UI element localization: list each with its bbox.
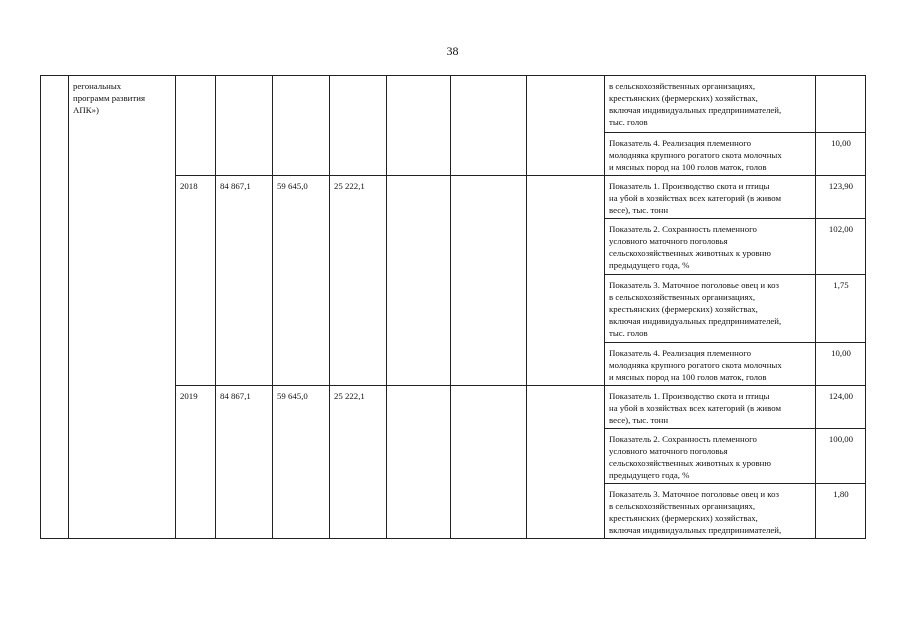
indicator-line: молодняка крупного рогатого скота молочных bbox=[609, 360, 782, 370]
indicator-line: тыс. голов bbox=[609, 328, 648, 338]
indicator-line: молодняка крупного рогатого скота молочных bbox=[609, 150, 782, 160]
indicator-value-cell: 123,90 bbox=[816, 176, 866, 219]
value-cell: 84 867,1 bbox=[216, 386, 273, 539]
indicator-value-cell: 10,00 bbox=[816, 343, 866, 386]
indicator-cell bbox=[605, 219, 816, 275]
row-number-cell bbox=[41, 76, 69, 539]
indicator-line: в сельскохозяйственных организациях, bbox=[609, 292, 756, 302]
indicator-line: в сельскохозяйственных организациях, bbox=[609, 81, 756, 91]
program-name-line: регональных bbox=[73, 81, 122, 91]
value-cell: 25 222,1 bbox=[330, 176, 387, 386]
indicator-cell bbox=[605, 133, 816, 176]
indicator-value-cell: 124,00 bbox=[816, 386, 866, 429]
indicator-value-cell bbox=[816, 76, 866, 133]
indicator-value-cell: 102,00 bbox=[816, 219, 866, 275]
value-cell bbox=[387, 176, 451, 386]
indicator-line: крестьянских (фермерских) хозяйствах, bbox=[609, 513, 758, 523]
value-cell bbox=[451, 176, 527, 386]
indicator-line: Показатель 2. Сохранность племенного bbox=[609, 224, 757, 234]
indicator-line: сельскохозяйственных животных к уровню bbox=[609, 458, 771, 468]
indicator-line: на убой в хозяйствах всех категорий (в живом bbox=[609, 403, 782, 413]
program-name-line: АПК») bbox=[73, 105, 99, 115]
value-cell bbox=[527, 76, 605, 176]
value-cell: 25 222,1 bbox=[330, 386, 387, 539]
indicator-cell bbox=[605, 343, 816, 386]
value-cell bbox=[387, 76, 451, 176]
table-row bbox=[41, 76, 866, 133]
indicator-cell bbox=[605, 386, 816, 429]
indicator-line: Показатель 2. Сохранность племенного bbox=[609, 434, 757, 444]
year-cell bbox=[176, 76, 216, 176]
value-cell bbox=[330, 76, 387, 176]
value-cell: 59 645,0 bbox=[273, 386, 330, 539]
value-cell: 84 867,1 bbox=[216, 176, 273, 386]
indicator-line: весе), тыс. тонн bbox=[609, 415, 669, 425]
indicator-line: сельскохозяйственных животных к уровню bbox=[609, 248, 771, 258]
value-cell bbox=[527, 176, 605, 386]
value-cell bbox=[451, 76, 527, 176]
indicator-line: условного маточного поголовья bbox=[609, 446, 728, 456]
indicator-cell bbox=[605, 275, 816, 343]
indicator-cell bbox=[605, 176, 816, 219]
page-number: 38 bbox=[446, 44, 459, 58]
program-name-line: программ развития bbox=[73, 93, 145, 103]
indicator-line: тыс. голов bbox=[609, 117, 648, 127]
value-cell: 59 645,0 bbox=[273, 176, 330, 386]
indicator-line: крестьянских (фермерских) хозяйствах, bbox=[609, 304, 758, 314]
value-cell bbox=[387, 386, 451, 539]
indicator-cell bbox=[605, 76, 816, 133]
indicator-line: включая индивидуальных предпринимателей, bbox=[609, 316, 782, 326]
indicator-line: Показатель 4. Реализация племенного bbox=[609, 348, 752, 358]
program-indicators-table bbox=[40, 75, 866, 539]
indicator-line: включая индивидуальных предпринимателей, bbox=[609, 105, 782, 115]
indicator-line: включая индивидуальных предпринимателей, bbox=[609, 525, 782, 535]
year-cell: 2018 bbox=[176, 176, 216, 386]
value-cell bbox=[451, 386, 527, 539]
indicator-line: и мясных пород на 100 голов маток, голов bbox=[609, 372, 767, 382]
value-cell bbox=[527, 386, 605, 539]
indicator-line: Показатель 3. Маточное поголовье овец и коз bbox=[609, 489, 779, 499]
indicator-value-cell: 100,00 bbox=[816, 429, 866, 484]
indicator-line: и мясных пород на 100 голов маток, голов bbox=[609, 162, 767, 172]
indicator-cell bbox=[605, 429, 816, 484]
value-cell bbox=[216, 76, 273, 176]
indicator-line: Показатель 3. Маточное поголовье овец и коз bbox=[609, 280, 779, 290]
indicator-line: Показатель 4. Реализация племенного bbox=[609, 138, 752, 148]
indicator-line: крестьянских (фермерских) хозяйствах, bbox=[609, 93, 758, 103]
program-name-cell bbox=[69, 76, 176, 539]
indicator-line: Показатель 1. Производство скота и птицы bbox=[609, 391, 770, 401]
indicator-line: предыдущего года, % bbox=[609, 470, 690, 480]
indicator-line: на убой в хозяйствах всех категорий (в живом bbox=[609, 193, 782, 203]
indicator-value-cell: 1,75 bbox=[816, 275, 866, 343]
indicator-line: весе), тыс. тонн bbox=[609, 205, 669, 215]
year-cell: 2019 bbox=[176, 386, 216, 539]
indicator-value-cell: 1,80 bbox=[816, 484, 866, 539]
indicator-line: условного маточного поголовья bbox=[609, 236, 728, 246]
indicator-line: предыдущего года, % bbox=[609, 260, 690, 270]
indicator-value-cell: 10,00 bbox=[816, 133, 866, 176]
indicator-line: в сельскохозяйственных организациях, bbox=[609, 501, 756, 511]
indicator-line: Показатель 1. Производство скота и птицы bbox=[609, 181, 770, 191]
value-cell bbox=[273, 76, 330, 176]
indicator-cell bbox=[605, 484, 816, 539]
